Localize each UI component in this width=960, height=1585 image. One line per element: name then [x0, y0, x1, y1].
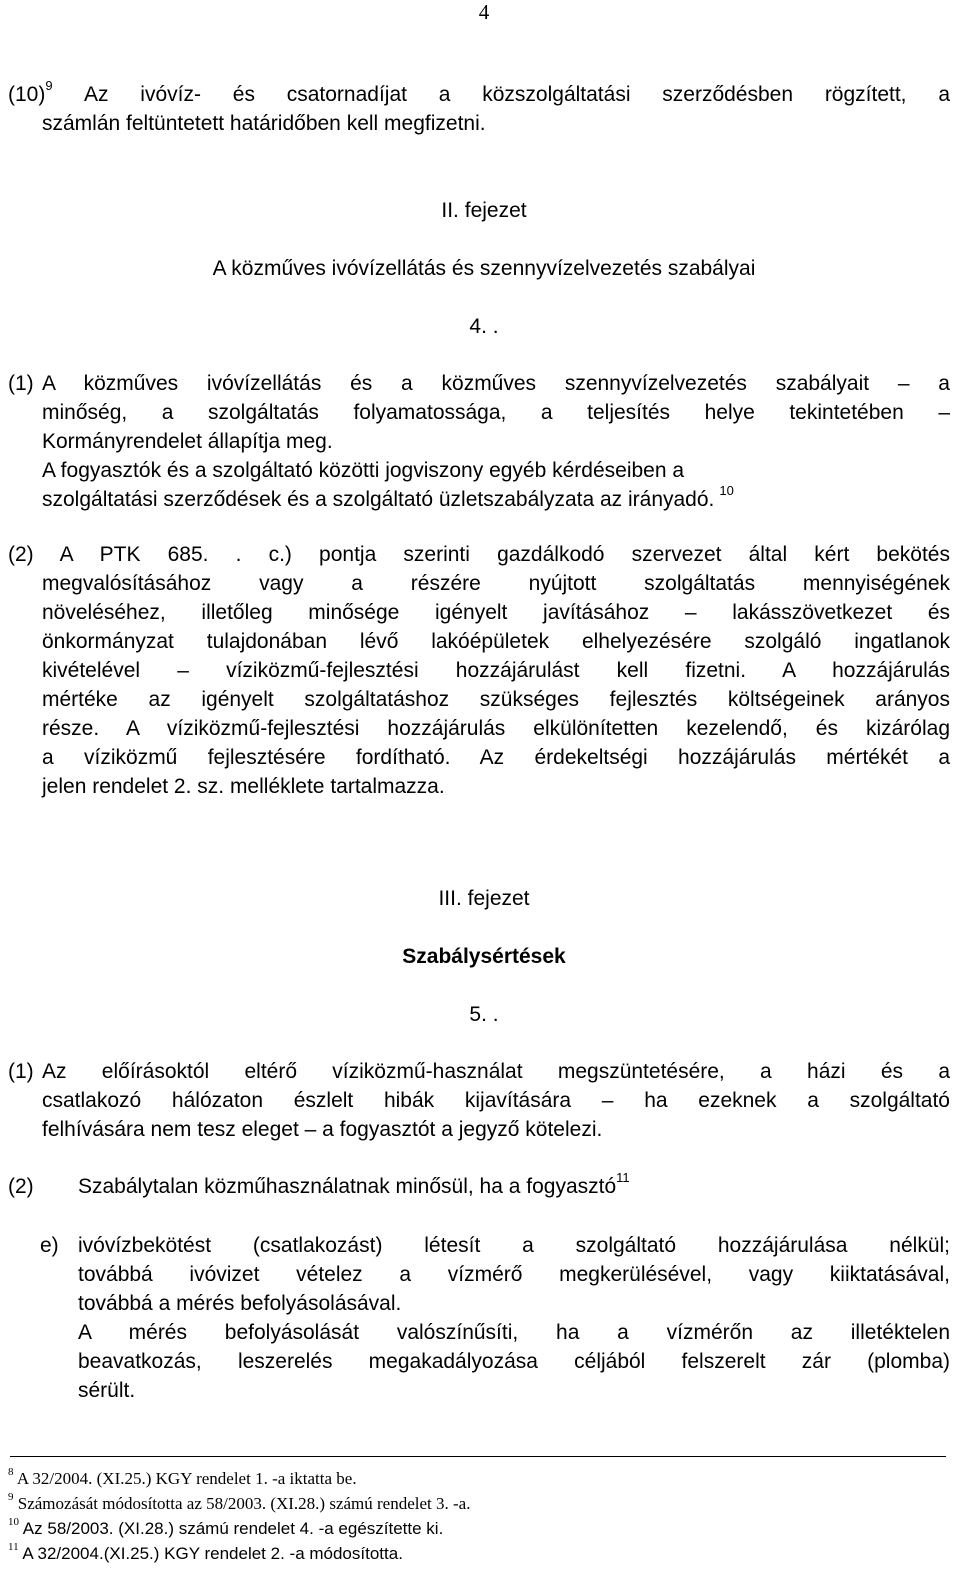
point-e-label: e)	[40, 1234, 59, 1257]
s4-p1-line-3: Kormányrendelet állapítja meg.	[42, 430, 333, 453]
page-number: 4	[478, 0, 490, 24]
footnote-9	[8, 1493, 470, 1514]
footnote-9-text: Számozását módosította az 58/2003. (XI.28.) számú rendelet 3. -a.	[17, 1494, 471, 1513]
paragraph-10-line-1	[0, 80, 960, 109]
s5-p1-line-1	[8, 1057, 950, 1086]
s4-p2-line-2: megvalósításához vagy a részére nyújtott szolgáltatás mennyiségének	[42, 572, 950, 595]
s4-p1-line-5	[8, 485, 950, 514]
chapter-2-subtitle: A közműves ivóvízellátás és szennyvízelvezetés szabályai	[212, 257, 756, 280]
footnote-8-number: 8	[8, 1466, 14, 1479]
section-4-paragraph-2	[0, 540, 960, 801]
s4-p2-line-1: (2) A PTK 685. . c.) pontja szerinti gazdálkodó szervezet által kért bekötés	[8, 543, 950, 566]
s4-p1-line-4: A fogyasztók és a szolgáltató közötti jogviszony egyéb kérdéseiben a	[42, 459, 685, 482]
point-e	[0, 1231, 960, 1405]
paragraph-10-text-1: Az ivóvíz- és csatornadíjat a közszolgáltatási szerződésben rögzített, a	[84, 83, 950, 106]
section-5-heading: 5. .	[469, 1003, 499, 1026]
s5-p1-label: (1)	[8, 1060, 34, 1083]
s4-p1-label: (1)	[8, 372, 34, 395]
paragraph-10-label: (10)	[8, 83, 46, 106]
footnote-11	[8, 1543, 403, 1564]
section-5-paragraph-2	[0, 1172, 960, 1201]
s4-p2-line-9: jelen rendelet 2. sz. melléklete tartalmazza.	[42, 775, 445, 798]
point-e-line-5: beavatkozás, leszerelés megakadályozása céljából felszerelt zár (plomba)	[78, 1350, 950, 1373]
paragraph-10-label-wrap	[8, 80, 84, 109]
chapter-2-title: II. fejezet	[441, 199, 527, 222]
s4-p2-line-6: mértéke az igényelt szolgáltatáshoz szükséges fejlesztés költségeinek arányos	[42, 688, 950, 711]
footnote-10-number: 10	[8, 1516, 19, 1529]
s4-p2-line-3: növeléséhez, illetőleg minősége igényelt javításához – lakásszövetkezet és	[42, 601, 950, 624]
point-e-line-2: továbbá ivóvizet vételez a vízmérő megkerülésével, vagy kiiktatásával,	[78, 1263, 950, 1286]
footnote-11-number: 11	[8, 1541, 19, 1554]
s5-p1-line-3: felhívására nem tesz eleget – a fogyasztót a jegyző kötelezi.	[42, 1118, 603, 1141]
s4-p1-text-1: A közműves ivóvízellátás és a közműves szennyvízelvezetés szabályait – a	[42, 372, 950, 395]
s4-p2-line-4: önkormányzat tulajdonában lévő lakóépületek elhelyezésére szolgáló ingatlanok	[42, 630, 950, 653]
s5-p2-line	[8, 1172, 960, 1201]
s4-p2-line-5: kivételével – víziközmű-fejlesztési hozzájárulást kell fizetni. A hozzájárulás	[42, 659, 950, 682]
s5-p1-line-2: csatlakozó hálózaton észlelt hibák kijavítására – ha ezeknek a szolgáltató	[42, 1089, 950, 1112]
s4-p1-line-1	[8, 369, 950, 398]
section-5-paragraph-1	[0, 1057, 960, 1144]
s4-p1-line-2: minőség, a szolgáltatás folyamatossága, a teljesítés helye tekintetében –	[42, 401, 950, 424]
point-e-line-1	[40, 1231, 950, 1260]
footnote-ref-10[interactable]: 10	[719, 483, 734, 498]
point-e-line-6: sérült.	[78, 1379, 136, 1402]
s5-p2-label: (2)	[8, 1175, 34, 1198]
section-4-heading: 4. .	[469, 315, 499, 338]
s4-p1-text-5: szolgáltatási szerződések és a szolgáltató üzletszabályzata az irányadó.	[42, 488, 715, 511]
paragraph-10	[0, 80, 960, 138]
footnote-10	[8, 1518, 443, 1539]
footnote-11-text: A 32/2004.(XI.25.) KGY rendelet 2. -a módosította.	[22, 1544, 403, 1563]
footnote-ref-11[interactable]: 11	[616, 1170, 630, 1185]
s5-p1-text-1: Az előírásoktól eltérő víziközmű-használat megszüntetésére, a házi és a	[42, 1060, 950, 1083]
s4-p2-line-8: a víziközmű fejlesztésére fordítható. Az érdekeltségi hozzájárulás mértékét a	[42, 746, 950, 769]
point-e-line-3: továbbá a mérés befolyásolásával.	[78, 1292, 402, 1315]
footnote-9-number: 9	[8, 1491, 14, 1504]
footnote-10-text: Az 58/2003. (XI.28.) számú rendelet 4. -a egészítette ki.	[22, 1519, 444, 1538]
footnote-divider	[10, 1456, 946, 1457]
chapter-3-subtitle: Szabálysértések	[402, 945, 566, 968]
footnote-8	[8, 1468, 357, 1489]
s4-p2-line-7: része. A víziközmű-fejlesztési hozzájárulás elkülönítetten kezelendő, és kizárólag	[42, 717, 950, 740]
s5-p2-text: Szabálytalan közműhasználatnak minősül, ha a fogyasztó	[78, 1175, 617, 1198]
paragraph-10-line-2: számlán feltüntetett határidőben kell megfizetni.	[42, 112, 486, 135]
point-e-line-4: A mérés befolyásolását valószínűsíti, ha a vízmérőn az illetéktelen	[78, 1321, 950, 1344]
section-4-paragraph-1	[0, 369, 960, 514]
point-e-text-1: ivóvízbekötést (csatlakozást) létesít a szolgáltató hozzájárulása nélkül;	[78, 1234, 950, 1257]
footnote-ref-9[interactable]: 9	[45, 78, 53, 93]
chapter-3-title: III. fejezet	[438, 887, 530, 910]
footnote-8-text: A 32/2004. (XI.25.) KGY rendelet 1. -a iktatta be.	[16, 1469, 357, 1488]
